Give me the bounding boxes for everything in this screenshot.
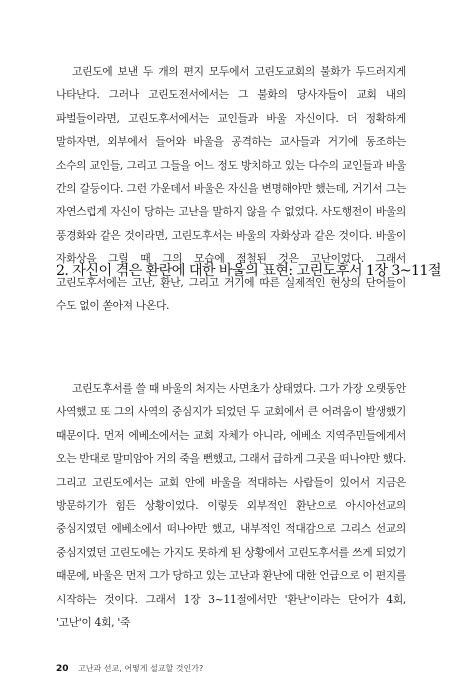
section-heading: 2. 자신이 겪은 환란에 대한 바울의 표현: 고린도후서 1장 3~11절: [56, 263, 442, 279]
book-title: 고난과 선교, 어떻게 설교할 것인가?: [78, 664, 204, 673]
page-number: 20: [56, 664, 69, 674]
body-paragraph: 고린도후서를 쓸 때 바울의 처지는 사면초가 상태였다. 그가 가장 오랫동안 사역했고 또 그의 사역의 중심지가 되었던 두 교회에서 큰 어려움이 발생했기 때문이다. 먼저 에베소에서는 교회 자체가 아니라, 에베소 지역주민들에게서 오는 반대로 말미암아 거의 죽을 뻔했고, 그래서 급하게 그곳을 떠나야만 했다. 그리고 고린도에서는 교회 안에 바울을 적대하는 사람들이 있어서 지금은 방문하기가 힘든 상황이었다. 이렇듯 외부적인 환난으로 아시아선교의 중심지였던 에베소에서 떠나야만 했고, 내부적인 적대감으로 그리스 선교의 중심지였던 고린도에는 가지도 못하게 된 상황에서 고린도후서를 쓰게 되었기 때문에, 바울은 먼저 그가 당하고 있는 고난과 환난에 대한 언급으로 이 편지를 시작하는 것이다. 그래서 1장 3~11절에서만 '환난'이라는 단어가 4회, '고난'이 4회, '죽: [56, 382, 406, 630]
page-footer: [56, 663, 416, 675]
body-paragraph: 고린도에 보낸 두 개의 편지 모두에서 고린도교회의 불화가 두드러지게 나타난다. 그러나 고린도전서에서는 그 불화의 당사자들이 교회 내의 파벌들이라면, 고린도후서에서는 교인들과 바울 자신이다. 더 정확하게 말하자면, 외부에서 들어와 바울을 공격하는 교사들과 거기에 동조하는 소수의 교인들, 그리고 그들을 어느 정도 방치하고 있는 다수의 교인들과 바울 간의 갈등이다. 그런 가운데서 바울은 자신을 변명해야만 했는데, 거기서 그는 자연스럽게 자신이 당하는 고난을 말하지 않을 수 없었다. 사도행전이 바울의 풍경화와 같은 것이라면, 고린도후서는 바울의 자화상과 같은 것이다. 바울이 자화상을 그릴 때 그의 모습에 점철된 것은 고난이었다. 그래서 고린도후서에는 고난, 환난, 그리고 거기에 따른 실제적인 현상의 단어들이 수도 없이 쏟아져 나온다.: [56, 65, 406, 313]
